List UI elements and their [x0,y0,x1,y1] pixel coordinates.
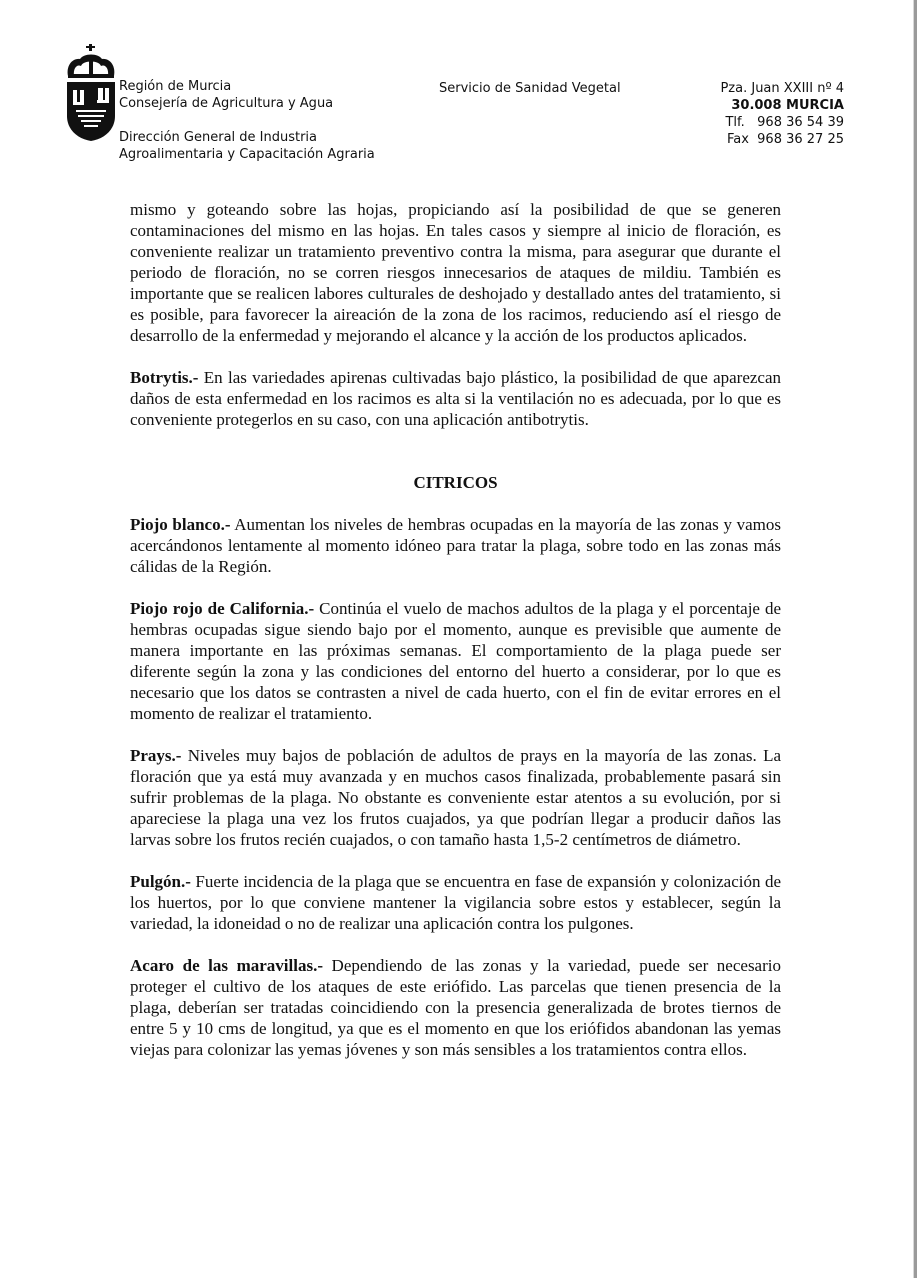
region-coat-of-arms-logo [64,44,118,142]
header-address-block [720,80,844,148]
item-acaro-maravillas: Acaro de las maravillas.- Dependiendo de las zonas y la variedad, puede ser necesario proteger el cultivo de los ataques de este eriófido. Las parcelas que tienen presencia de la plaga, deberían ser tratadas coincidiendo con la presencia generalizada de brotes tiernos de entre 5 y 10 cms de longitud, ya que es el momento en que los eriófidos abandonan las yemas viejas para colonizar las yemas jóvenes y son más sensibles a los tratamientos contra ellos. [130,956,781,1059]
header-ministry: Consejería de Agricultura y Agua [119,96,334,111]
header-address: Pza. Juan XXIII nº 4 [720,81,844,96]
botrytis-paragraph: Botrytis.- En las variedades apirenas cultivadas bajo plástico, la posibilidad de que aparezcan daños de esta enfermedad en los racimos es alta si la ventilación no es adecuada, por lo que es conveniente protegerlos en su caso, con una aplicación antibotrytis. [130,368,781,429]
item-piojo-rojo: Piojo rojo de California.- Continúa el vuelo de machos adultos de la plaga y el porcentaje de hembras ocupadas sigue siendo bajo por el momento, aunque es previsible que aumente de manera importante en las próximas semanas. El comportamiento de la plaga puede ser diferente según la zona y las condiciones del entorno del huerto a considerar, por lo que es necesario que los datos se contrasten a nivel de cada huerto, con el fin de evitar errores en el momento de realizar el tratamiento. [130,599,782,723]
header-directorate-line2: Agroalimentaria y Capacitación Agraria [119,147,375,162]
item-pulgon: Pulgón.- Fuerte incidencia de la plaga que se encuentra en fase de expansión y colonización de los huertos, por lo que conviene mantener la vigilancia sobre estos y establecer, según la variedad, la idoneidad o no de realizar una aplicación contra los pulgones. [130,872,781,933]
header-fax: Fax 968 36 27 25 [726,132,844,147]
header-phone: Tlf. 968 36 54 39 [725,115,844,130]
header-postcode: 30.008 MURCIA [731,98,844,113]
section-title-citricos: CITRICOS [413,473,498,492]
header-region: Región de Murcia [119,79,232,94]
item-piojo-blanco: Piojo blanco.- Aumentan los niveles de hembras ocupadas en la mayoría de las zonas y vamos acercándonos lentamente al momento idóneo para tratar la plaga, sobre todo en las zonas más cálidas de la Región. [130,515,781,576]
document-body [130,199,781,1081]
header-institution-block [119,78,375,163]
intro-paragraph: mismo y goteando sobre las hojas, propiciando así la posibilidad de que se generen contaminaciones del mismo en las hojas. En tales casos y siempre al inicio de floración, es conveniente realizar un tratamiento preventivo contra la misma, para asegurar que durante el periodo de floración, no se corren riesgos innecesarios de ataques de mildiu. También es importante que se realicen labores culturales de deshojado y destallado antes del tratamiento, si es posible, para favorecer la aireación de la zona de los racimos, reduciendo así el riesgo de desarrollo de la enfermedad y mejorando el alcance y la acción de los productos aplicados. [130,200,781,345]
header-service: Servicio de Sanidad Vegetal [439,81,621,96]
header-directorate-line1: Dirección General de Industria [119,130,318,145]
botrytis-heading: Botrytis.- [130,368,199,387]
item-prays: Prays.- Niveles muy bajos de población de adultos de prays en la mayoría de las zonas. La floración que ya está muy avanzada y en muchos casos finalizada, probablemente pasará sin sufrir problemas de la plaga. No obstante es conveniente estar atentos a su evolución, por si apareciese la plaga una vez los frutos cuajados, ya que podrían llegar a producir daños las larvas sobre los frutos recién cuajados, o con tamaño hasta 1,5-2 centímetros de diámetro. [130,746,781,849]
